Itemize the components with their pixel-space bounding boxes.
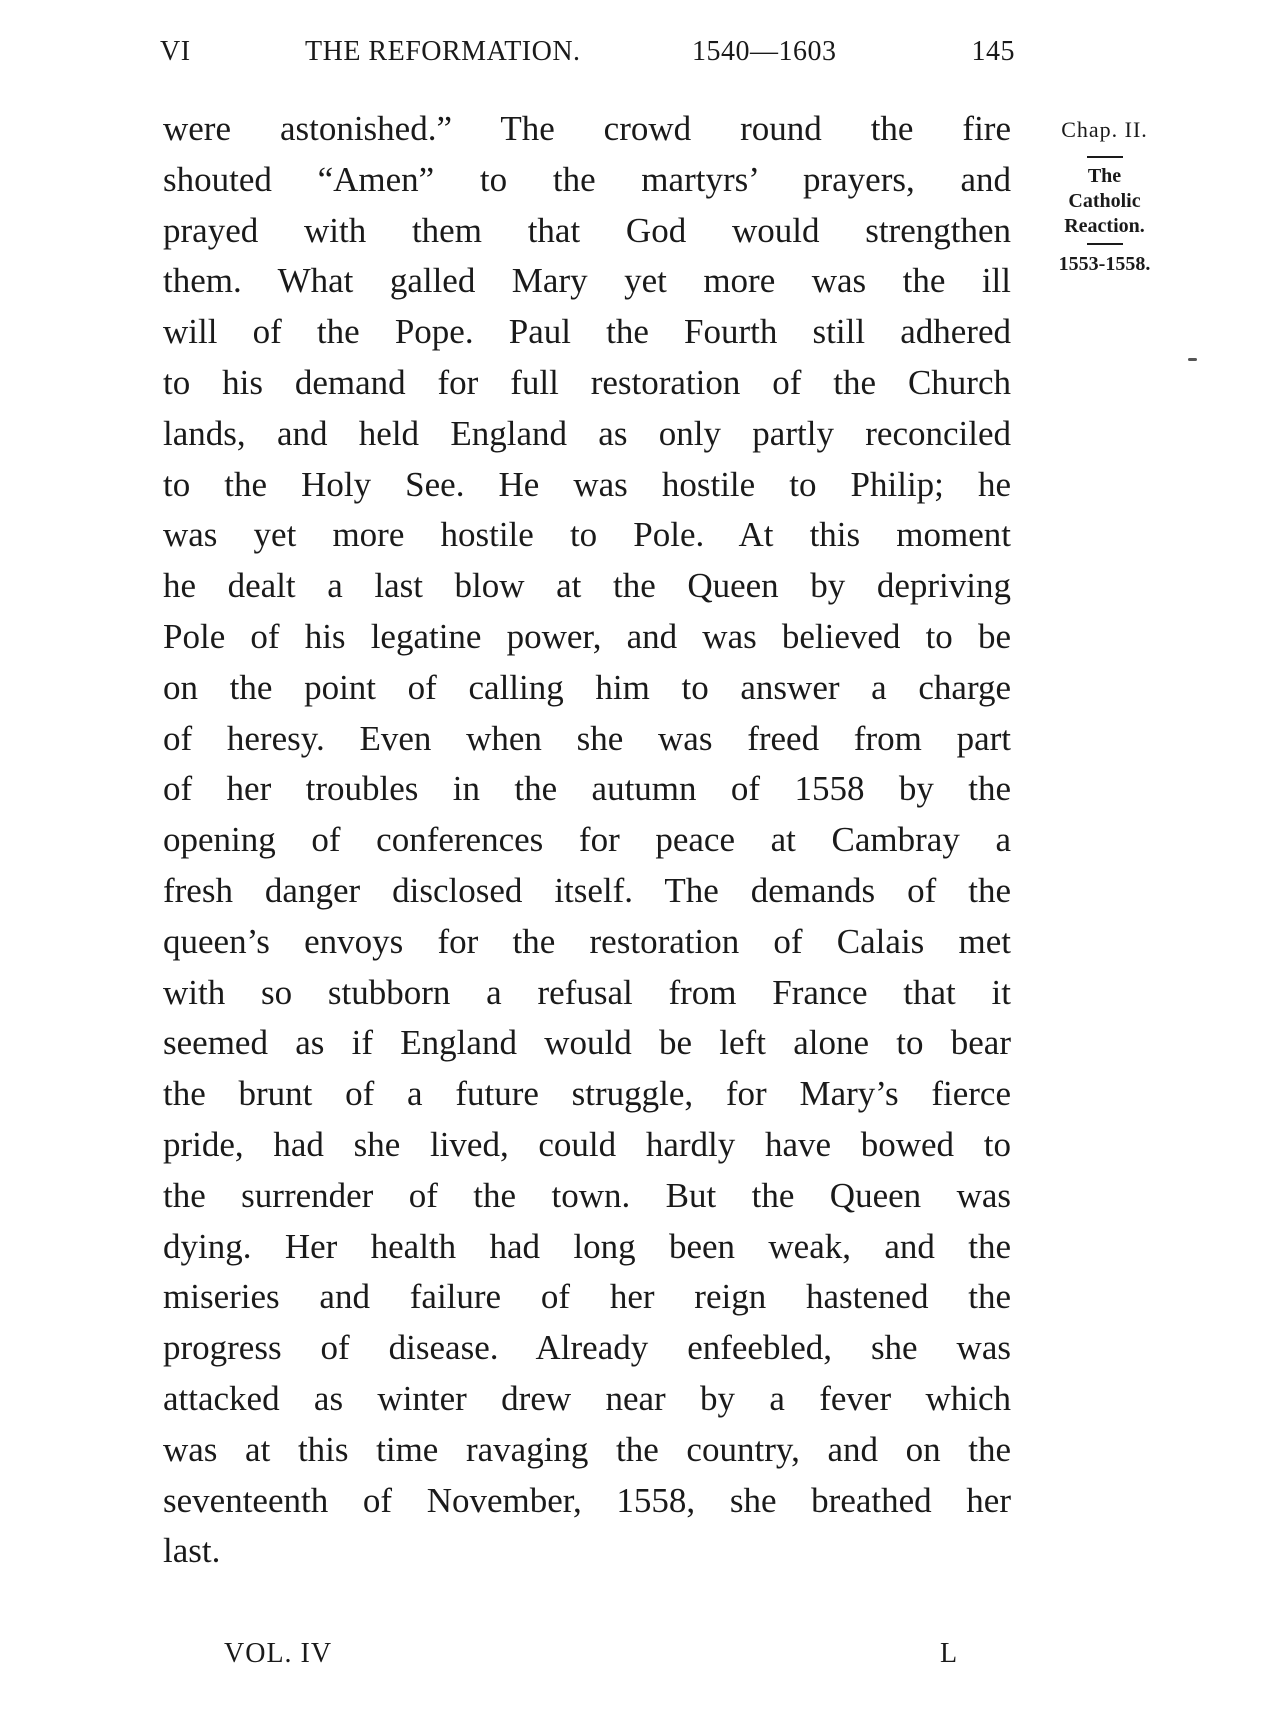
running-header: [160, 36, 1015, 76]
margin-divider: [1087, 243, 1123, 245]
text-line: the surrender of the town. But the Queen was: [163, 1175, 1011, 1215]
text-line: progress of disease. Already enfeebled, she was: [163, 1328, 1011, 1368]
margin-years: 1553-1558.: [1058, 253, 1151, 275]
text-line: were astonished.” The crowd round the fire: [163, 109, 1011, 148]
text-line: them. What galled Mary yet more was the ill: [163, 261, 1011, 301]
text-line: to the Holy See. He was hostile to Philip; he: [163, 464, 1011, 504]
running-dates: 1540—1603: [692, 36, 837, 67]
text-line: the brunt of a future struggle, for Mary’s fierce: [163, 1074, 1011, 1114]
text-line: with so stubborn a refusal from France that it: [163, 972, 1011, 1012]
margin-heading-line: Reaction.: [1064, 215, 1145, 237]
volume-signature: VOL. IV: [224, 1638, 333, 1669]
margin-notes: [1042, 118, 1167, 277]
text-line: fresh danger disclosed itself. The demands of the: [163, 870, 1011, 910]
text-line: on the point of calling him to answer a charge: [163, 667, 1011, 707]
running-title: THE REFORMATION.: [305, 36, 581, 67]
text-line: to his demand for full restoration of the Church: [163, 362, 1011, 402]
page-number: 145: [971, 36, 1015, 67]
text-line: lands, and held England as only partly reconciled: [163, 413, 1011, 453]
margin-heading-line: The: [1087, 165, 1122, 187]
stray-ink-mark: [1188, 358, 1197, 361]
text-line: will of the Pope. Paul the Fourth still adhered: [163, 312, 1011, 352]
text-line: was yet more hostile to Pole. At this moment: [163, 515, 1011, 555]
text-line: prayed with them that God would strengthen: [163, 210, 1011, 250]
text-line: seventeenth of November, 1558, she breathed her: [163, 1480, 1011, 1520]
text-line: last.: [163, 1531, 221, 1571]
body-text: [163, 104, 1011, 1577]
text-line: seemed as if England would be left alone to bear: [163, 1023, 1011, 1063]
margin-heading-line: Catholic: [1068, 190, 1141, 212]
text-line: shouted “Amen” to the martyrs’ prayers, and: [163, 159, 1011, 199]
gathering-signature: L: [940, 1638, 958, 1669]
text-line: was at this time ravaging the country, and on the: [163, 1429, 1011, 1469]
text-line: miseries and failure of her reign hastened the: [163, 1277, 1011, 1317]
text-line: queen’s envoys for the restoration of Calais met: [163, 921, 1011, 961]
text-line: opening of conferences for peace at Cambray a: [163, 820, 1011, 860]
text-line: he dealt a last blow at the Queen by depriving: [163, 566, 1011, 606]
margin-chapter: Chap. II.: [1061, 117, 1148, 142]
text-line: of heresy. Even when she was freed from part: [163, 718, 1011, 758]
text-line: of her troubles in the autumn of 1558 by the: [163, 769, 1011, 809]
section-number: VI: [160, 36, 191, 67]
margin-divider: [1087, 156, 1123, 158]
text-line: Pole of his legatine power, and was believed to be: [163, 616, 1011, 656]
text-line: dying. Her health had long been weak, and the: [163, 1226, 1011, 1266]
text-line: pride, had she lived, could hardly have bowed to: [163, 1124, 1011, 1164]
text-line: attacked as winter drew near by a fever which: [163, 1378, 1011, 1418]
